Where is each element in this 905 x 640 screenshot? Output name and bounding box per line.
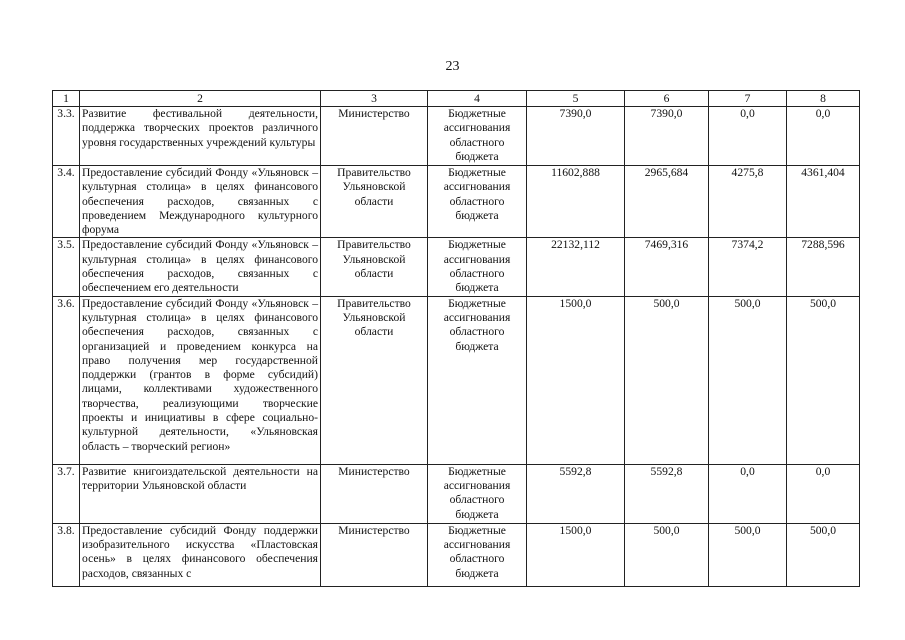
total-amount: 7390,0 [527, 107, 625, 166]
total-amount: 5592,8 [527, 464, 625, 523]
row-number: 3.3. [53, 107, 80, 166]
year1-amount: 500,0 [625, 296, 709, 464]
year1-amount: 5592,8 [625, 464, 709, 523]
executor: Правительство Ульяновской области [321, 166, 428, 238]
row-number: 3.6. [53, 296, 80, 464]
funding-source: Бюджетные ассигнования областного бюджета [428, 296, 527, 464]
total-amount: 22132,112 [527, 238, 625, 296]
year2-amount: 7374,2 [709, 238, 787, 296]
budget-table [52, 90, 860, 587]
table-row [53, 166, 860, 238]
measure-description: Развитие фестивальной деятельности, поддержка творческих проектов различного уровня государственных учреждений культуры [80, 107, 321, 166]
table-row [53, 296, 860, 464]
column-header: 5 [527, 91, 625, 107]
row-number: 3.4. [53, 166, 80, 238]
column-header: 4 [428, 91, 527, 107]
funding-source: Бюджетные ассигнования областного бюджета [428, 523, 527, 586]
table-row [53, 107, 860, 166]
column-header: 7 [709, 91, 787, 107]
executor: Министерство [321, 107, 428, 166]
executor: Министерство [321, 523, 428, 586]
measure-description: Развитие книгоиздательской деятельности на территории Ульяновской области [80, 464, 321, 523]
year1-amount: 7390,0 [625, 107, 709, 166]
page-number: 23 [445, 59, 460, 74]
measure-description: Предоставление субсидий Фонду «Ульяновск – культурная столица» в целях финансового обеспечения расходов, связанных с организацией и проведением конкурса на право получения мер государственной поддержки (грантов в форме субсидий) лицами, коллективами художественного творчества, реализующими творческие проекты и инициативы в сфере социально-культурной деятельности, «Ульяновская область – творческий регион» [80, 296, 321, 464]
executor: Правительство Ульяновской области [321, 296, 428, 464]
funding-source: Бюджетные ассигнования областного бюджета [428, 238, 527, 296]
funding-source: Бюджетные ассигнования областного бюджета [428, 166, 527, 238]
column-header: 2 [80, 91, 321, 107]
measure-description: Предоставление субсидий Фонду «Ульяновск – культурная столица» в целях финансового обеспечения расходов, связанных с обеспечением его деятельности [80, 238, 321, 296]
measure-description: Предоставление субсидий Фонду «Ульяновск – культурная столица» в целях финансового обеспечения расходов, связанных с проведением Международного культурного форума [80, 166, 321, 238]
year2-amount: 4275,8 [709, 166, 787, 238]
year1-amount: 2965,684 [625, 166, 709, 238]
year3-amount: 500,0 [787, 523, 860, 586]
year2-amount: 500,0 [709, 296, 787, 464]
column-header: 1 [53, 91, 80, 107]
executor: Министерство [321, 464, 428, 523]
year3-amount: 0,0 [787, 107, 860, 166]
funding-source: Бюджетные ассигнования областного бюджета [428, 464, 527, 523]
row-number: 3.5. [53, 238, 80, 296]
column-header: 3 [321, 91, 428, 107]
executor: Правительство Ульяновской области [321, 238, 428, 296]
row-number: 3.7. [53, 464, 80, 523]
row-number: 3.8. [53, 523, 80, 586]
year3-amount: 0,0 [787, 464, 860, 523]
table-header-row [53, 91, 860, 107]
total-amount: 11602,888 [527, 166, 625, 238]
column-header: 6 [625, 91, 709, 107]
table-row [53, 464, 860, 523]
total-amount: 1500,0 [527, 296, 625, 464]
year3-amount: 500,0 [787, 296, 860, 464]
year3-amount: 4361,404 [787, 166, 860, 238]
measure-description: Предоставление субсидий Фонду поддержки изобразительного искусства «Пластовская осень» в целях финансового обеспечения расходов, связанных с [80, 523, 321, 586]
table-row [53, 523, 860, 586]
table-row [53, 238, 860, 296]
total-amount: 1500,0 [527, 523, 625, 586]
year2-amount: 0,0 [709, 107, 787, 166]
column-header: 8 [787, 91, 860, 107]
year1-amount: 500,0 [625, 523, 709, 586]
funding-source: Бюджетные ассигнования областного бюджета [428, 107, 527, 166]
year1-amount: 7469,316 [625, 238, 709, 296]
year2-amount: 500,0 [709, 523, 787, 586]
year2-amount: 0,0 [709, 464, 787, 523]
year3-amount: 7288,596 [787, 238, 860, 296]
